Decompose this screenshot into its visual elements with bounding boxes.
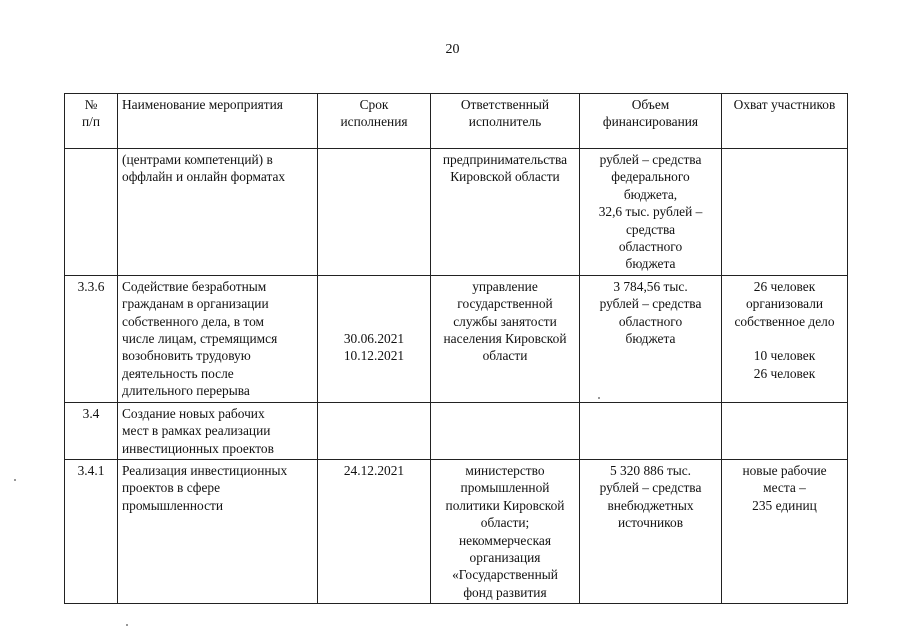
page-number: 20	[445, 42, 460, 57]
row-deadline: 24.12.2021	[318, 459, 431, 603]
table-row	[65, 149, 848, 276]
row-deadline	[318, 275, 431, 402]
row-deadline	[318, 149, 431, 276]
row-name: (центрами компетенций) в оффлайн и онлайн форматах	[118, 149, 318, 276]
header-num: № п/п	[65, 94, 118, 149]
row-name: Содействие безработным гражданам в организации собственного дела, в том числе лицам, стремящимся возобновить трудовую деятельность после длительного перерыва	[118, 275, 318, 402]
row-name: Создание новых рабочих мест в рамках реализации инвестиционных проектов	[118, 402, 318, 459]
row-funding: 3 784,56 тыс. рублей – средства областного бюджета	[580, 275, 722, 402]
header-deadline: Срок исполнения	[318, 94, 431, 149]
row-funding: 5 320 886 тыс. рублей – средства внебюджетных источников	[580, 459, 722, 603]
row-responsible: министерство промышленной политики Кировской области; некоммерческая организация «Государственный фонд развития	[431, 459, 580, 603]
scan-speck	[14, 479, 16, 481]
coverage-result: 26 человек организовали собственное дело	[734, 278, 835, 329]
row-num: 3.4	[65, 402, 118, 459]
deadline-date-1: 30.06.2021	[343, 331, 405, 347]
deadline-date-2: 10.12.2021	[343, 348, 405, 364]
row-coverage	[722, 149, 848, 276]
header-coverage: Охват участников	[722, 94, 848, 149]
row-coverage	[722, 402, 848, 459]
header-funding: Объем финансирования	[580, 94, 722, 149]
table-row	[65, 402, 848, 459]
row-num: 3.4.1	[65, 459, 118, 603]
activities-table	[64, 93, 848, 604]
row-responsible: предпринимательства Кировской области	[431, 149, 580, 276]
scan-speck	[126, 624, 128, 626]
header-responsible: Ответственный исполнитель	[431, 94, 580, 149]
row-coverage	[722, 275, 848, 402]
scan-speck	[598, 397, 600, 399]
row-responsible	[431, 402, 580, 459]
table-row	[65, 275, 848, 402]
row-name: Реализация инвестиционных проектов в сфере промышленности	[118, 459, 318, 603]
coverage-counts: 10 человек 26 человек	[753, 348, 816, 381]
header-name: Наименование мероприятия	[118, 94, 318, 149]
row-funding: рублей – средства федерального бюджета, 32,6 тыс. рублей – средства областного бюджета	[580, 149, 722, 276]
table-row	[65, 459, 848, 603]
row-num: 3.3.6	[65, 275, 118, 402]
row-num	[65, 149, 118, 276]
row-funding	[580, 402, 722, 459]
row-coverage: новые рабочие места – 235 единиц	[722, 459, 848, 603]
row-responsible: управление государственной службы занятости населения Кировской области	[431, 275, 580, 402]
row-deadline	[318, 402, 431, 459]
table-header-row	[65, 94, 848, 149]
